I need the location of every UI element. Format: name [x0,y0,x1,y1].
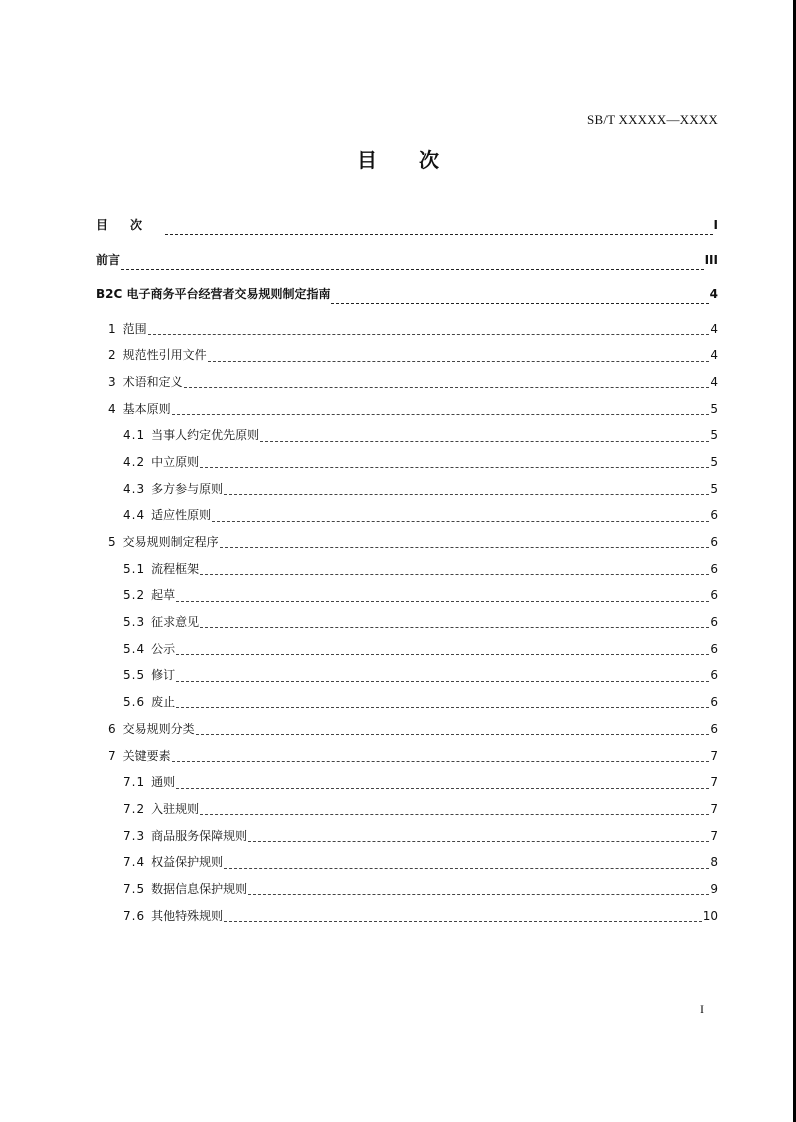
toc-entry[interactable] [96,666,718,693]
toc-dot-leader [200,813,709,815]
toc-entry-title: 权益保护规则 [151,855,224,870]
toc-entry-number: 7.5 [123,881,146,896]
toc-dot-leader [220,546,710,548]
toc-entry-page: 9 [710,881,718,896]
toc-entry[interactable] [96,506,718,533]
toc-entry-number: 5.6 [123,695,146,710]
toc-entry-number: 5.5 [123,668,146,683]
toc-entry-number: 7.6 [123,908,146,923]
toc-entry[interactable] [96,285,718,320]
toc-entry-number: 4 [108,401,117,416]
toc-entry-page: I [713,218,718,232]
toc-entry-title: 流程框架 [151,561,200,576]
toc-dot-leader [200,466,709,468]
toc-dot-leader [331,302,708,304]
toc-entry-title: 交易规则制定程序 [122,535,219,549]
toc-entry-title: 范围 [122,321,147,336]
toc-entry-title: 交易规则分类 [122,721,195,736]
toc-dot-leader [224,493,709,495]
toc-entry-number: 4.2 [123,454,146,469]
toc-entry-title: 中立原则 [151,454,200,469]
table-of-contents [96,216,718,933]
toc-dot-leader [176,600,709,602]
toc-entry-title: 关键要素 [122,748,171,763]
toc-entry[interactable] [96,216,718,251]
toc-entry[interactable] [96,773,718,800]
toc-entry[interactable] [96,320,718,347]
toc-dot-leader [172,413,710,415]
toc-entry-number: 4.1 [123,428,146,443]
toc-entry-number: 5.3 [123,615,146,630]
toc-dot-leader [260,440,709,442]
toc-entry[interactable] [96,453,718,480]
toc-entry-page: 7 [710,801,718,816]
toc-dot-leader [224,920,702,922]
toc-dot-leader [224,867,709,869]
toc-dot-leader [208,360,710,362]
toc-entry-page: 6 [710,615,718,630]
toc-dot-leader [176,680,709,682]
toc-entry-title: 修订 [151,668,176,683]
toc-entry-title: 通则 [151,775,176,790]
page-title: 目次 [357,148,481,172]
toc-entry-number: 7.4 [123,855,146,870]
toc-entry-title: 入驻规则 [151,801,200,816]
toc-entry-number: 5.1 [123,561,146,576]
toc-entry-page: 5 [710,428,718,443]
toc-entry-page: 4 [710,374,718,389]
toc-dot-leader [212,520,709,522]
toc-entry-page: 4 [710,321,718,336]
toc-entry[interactable] [96,853,718,880]
toc-entry[interactable] [96,586,718,613]
toc-entry[interactable] [96,346,718,373]
toc-entry[interactable] [96,560,718,587]
toc-dot-leader [165,233,713,235]
toc-entry-page: 10 [702,908,718,923]
toc-entry-title: 废止 [151,695,176,710]
toc-entry-page: III [704,252,718,267]
toc-entry-number: 7.3 [123,828,146,843]
toc-entry-title: 征求意见 [151,615,200,630]
toc-entry-title: 公示 [151,641,176,656]
toc-entry[interactable] [96,907,718,934]
toc-dot-leader [248,840,709,842]
toc-entry[interactable] [96,827,718,854]
toc-entry-number: 7.1 [123,775,146,790]
toc-dot-leader [121,268,704,270]
toc-entry-title: 适应性原则 [151,508,212,523]
toc-entry-page: 7 [710,828,718,843]
toc-entry[interactable] [96,480,718,507]
toc-entry-title: 目次 [96,218,165,232]
toc-entry-title: 多方参与原则 [151,481,224,496]
toc-entry-page: 6 [710,561,718,576]
toc-dot-leader [172,760,710,762]
toc-entry[interactable] [96,533,718,560]
toc-entry-number: 2 [108,348,117,363]
toc-entry-number: 5.2 [123,588,146,603]
toc-entry-title: 基本原则 [122,401,171,416]
toc-dot-leader [200,573,709,575]
toc-entry-number: 7.2 [123,801,146,816]
toc-entry-page: 5 [710,401,718,416]
toc-entry[interactable] [96,613,718,640]
toc-entry-title: 其他特殊规则 [151,908,224,923]
toc-entry-title: 起草 [151,588,176,603]
toc-entry-page: 8 [710,855,718,870]
toc-entry[interactable] [96,426,718,453]
toc-dot-leader [196,733,710,735]
toc-entry[interactable] [96,640,718,667]
toc-entry[interactable] [96,693,718,720]
toc-entry-page: 5 [710,481,718,496]
toc-dot-leader [148,333,710,335]
toc-entry[interactable] [96,747,718,774]
toc-entry-page: 5 [710,454,718,469]
document-code: SB/T XXXXX—XXXX [587,112,718,127]
toc-dot-leader [176,653,709,655]
toc-entry-page: 7 [710,775,718,790]
page-number: I [700,1002,704,1016]
toc-dot-leader [184,386,710,388]
toc-entry[interactable] [96,373,718,400]
toc-entry-title: 前言 [96,252,121,267]
toc-entry-page: 6 [710,535,718,549]
toc-entry-page: 6 [710,668,718,683]
toc-entry-page: 6 [710,508,718,523]
toc-entry-number: 4.3 [123,481,146,496]
toc-entry-page: 4 [710,348,718,363]
toc-entry-number: 7 [108,748,117,763]
toc-dot-leader [176,706,709,708]
toc-entry-page: 6 [710,721,718,736]
toc-entry-title: 规范性引用文件 [122,348,207,363]
toc-entry-number: 3 [108,374,117,389]
toc-dot-leader [176,787,709,789]
toc-entry-number: 5.4 [123,641,146,656]
toc-entry-page: 7 [710,748,718,763]
toc-entry[interactable] [96,880,718,907]
toc-entry[interactable] [96,720,718,747]
toc-entry-title: 商品服务保障规则 [151,828,248,843]
toc-entry-title: 当事人约定优先原则 [151,428,260,443]
toc-entry-page: 4 [709,287,718,301]
toc-entry-title: 术语和定义 [122,374,183,389]
toc-entry-title: B2C 电子商务平台经营者交易规则制定指南 [96,287,331,301]
toc-entry-page: 6 [710,641,718,656]
toc-entry[interactable] [96,251,718,286]
toc-entry[interactable] [96,400,718,427]
toc-entry-page: 6 [710,695,718,710]
toc-entry-number: 6 [108,721,117,736]
toc-entry-number: 5 [108,535,117,549]
toc-entry[interactable] [96,800,718,827]
toc-dot-leader [248,893,709,895]
toc-entry-number: 1 [108,321,117,336]
toc-entry-title: 数据信息保护规则 [151,881,248,896]
toc-entry-number: 4.4 [123,508,146,523]
toc-dot-leader [200,626,709,628]
toc-entry-page: 6 [710,588,718,603]
